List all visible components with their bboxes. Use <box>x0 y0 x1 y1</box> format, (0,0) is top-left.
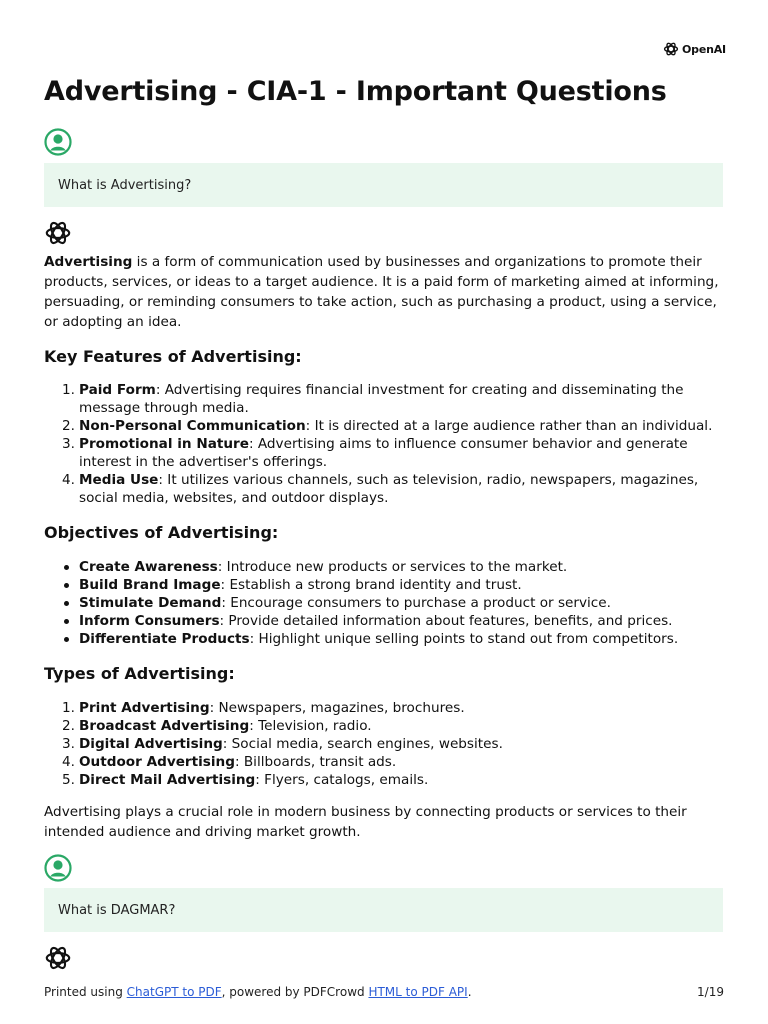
print-footer <box>44 985 724 999</box>
types-heading: Types of Advertising: <box>44 664 235 683</box>
item-number: 2. <box>62 718 75 734</box>
list-item <box>44 576 734 594</box>
item-desc: : Encourage consumers to purchase a product or service. <box>221 595 611 611</box>
user-avatar-icon <box>44 854 72 882</box>
list-item <box>44 771 734 789</box>
item-term: Promotional in Nature <box>79 436 249 452</box>
item-desc: : Social media, search engines, websites. <box>222 736 503 752</box>
item-term: Direct Mail Advertising <box>79 772 256 788</box>
list-item <box>44 699 734 717</box>
item-term: Stimulate Demand <box>79 595 222 611</box>
item-number: 4. <box>62 754 75 770</box>
answer-intro <box>44 252 724 332</box>
item-term: Media Use <box>79 472 159 488</box>
bullet-icon <box>64 583 69 588</box>
item-desc: : Billboards, transit ads. <box>234 754 397 770</box>
bullet-icon <box>64 619 69 624</box>
html-to-pdf-api-link[interactable]: HTML to PDF API <box>368 985 468 999</box>
bullet-icon <box>64 601 69 606</box>
item-term: Create Awareness <box>79 559 218 575</box>
item-desc: : Establish a strong brand identity and trust. <box>220 577 522 593</box>
bullet-icon <box>64 565 69 570</box>
item-term: Non-Personal Communication <box>79 418 306 434</box>
list-item <box>44 417 734 435</box>
list-item <box>44 435 734 471</box>
objectives-heading: Objectives of Advertising: <box>44 523 279 542</box>
item-term: Broadcast Advertising <box>79 718 250 734</box>
item-number: 5. <box>62 772 75 788</box>
question-box <box>44 888 723 932</box>
brand-name: OpenAI <box>682 42 726 56</box>
item-desc: : Provide detailed information about features, benefits, and prices. <box>219 613 673 629</box>
list-item <box>44 594 734 612</box>
item-desc: : Television, radio. <box>249 718 372 734</box>
item-desc: : It utilizes various channels, such as television, radio, newspapers, magazines, social media, websites, and outdoor displays. <box>79 472 699 506</box>
item-term: Inform Consumers <box>79 613 220 629</box>
list-item <box>44 612 734 630</box>
types-list <box>44 699 734 789</box>
openai-logo-icon <box>663 41 679 57</box>
question-text: What is Advertising? <box>58 177 192 193</box>
page-number: 1/19 <box>697 985 724 999</box>
list-item <box>44 471 734 507</box>
intro-term: Advertising <box>44 254 133 270</box>
intro-text: is a form of communication used by businesses and organizations to promote their products, services, or ideas to a target audience. It is a paid form of marketing aimed at informing, persuading, or reminding consumers to take action, such as purchasing a product, using a service, or adopting an idea. <box>44 254 719 330</box>
footer-middle: , powered by PDFCrowd <box>221 985 369 999</box>
item-desc: : Highlight unique selling points to stand out from competitors. <box>249 631 679 647</box>
answer-conclusion: Advertising plays a crucial role in modern business by connecting products or services to their intended audience and driving market growth. <box>44 804 687 840</box>
user-avatar-icon <box>44 128 72 156</box>
question-text: What is DAGMAR? <box>58 902 176 918</box>
item-term: Print Advertising <box>79 700 210 716</box>
list-item <box>44 381 734 417</box>
openai-logo-icon <box>44 219 72 247</box>
chatgpt-to-pdf-link[interactable]: ChatGPT to PDF <box>126 985 222 999</box>
item-term: Paid Form <box>79 382 156 398</box>
item-number: 1. <box>62 382 75 398</box>
item-number: 4. <box>62 472 75 488</box>
features-list <box>44 381 734 507</box>
item-number: 3. <box>62 436 75 452</box>
item-term: Differentiate Products <box>79 631 250 647</box>
item-term: Digital Advertising <box>79 736 223 752</box>
item-number: 3. <box>62 736 75 752</box>
item-number: 1. <box>62 700 75 716</box>
item-desc: : Advertising requires financial investment for creating and disseminating the message through media. <box>79 382 684 416</box>
bullet-icon <box>64 637 69 642</box>
openai-logo-icon <box>44 944 72 972</box>
list-item <box>44 558 734 576</box>
item-desc: : Newspapers, magazines, brochures. <box>209 700 465 716</box>
item-desc: : Introduce new products or services to the market. <box>217 559 568 575</box>
item-desc: : Flyers, catalogs, emails. <box>255 772 429 788</box>
item-term: Outdoor Advertising <box>79 754 235 770</box>
page-title: Advertising - CIA-1 - Important Questions <box>44 76 667 107</box>
item-term: Build Brand Image <box>79 577 221 593</box>
list-item <box>44 717 734 735</box>
question-box <box>44 163 723 207</box>
footer-suffix: . <box>467 985 472 999</box>
item-desc: : Advertising aims to influence consumer behavior and generate interest in the advertiser's offerings. <box>79 436 688 470</box>
list-item <box>44 735 734 753</box>
list-item <box>44 753 734 771</box>
item-desc: : It is directed at a large audience rather than an individual. <box>305 418 713 434</box>
list-item <box>44 630 734 648</box>
openai-brand <box>663 41 726 57</box>
footer-prefix: Printed using <box>44 985 127 999</box>
item-number: 2. <box>62 418 75 434</box>
features-heading: Key Features of Advertising: <box>44 347 302 366</box>
objectives-list <box>44 558 734 648</box>
